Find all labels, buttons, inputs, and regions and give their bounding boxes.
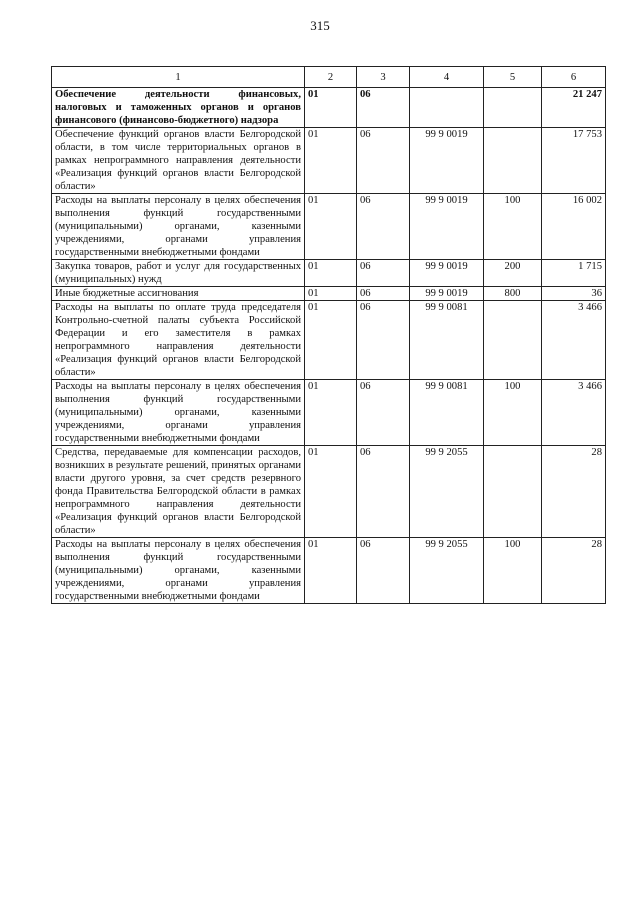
row-expense-type <box>484 88 542 128</box>
header-col-1: 1 <box>52 67 305 88</box>
row-subsection: 06 <box>357 301 410 380</box>
row-amount: 28 <box>542 538 606 604</box>
row-name: Иные бюджетные ассигнования <box>52 287 305 301</box>
budget-table <box>51 66 606 604</box>
row-section: 01 <box>305 128 357 194</box>
table-row <box>52 301 606 380</box>
header-col-5: 5 <box>484 67 542 88</box>
row-expense-type: 200 <box>484 260 542 287</box>
row-section: 01 <box>305 88 357 128</box>
row-name: Расходы на выплаты персоналу в целях обеспечения выполнения функций государственными (муниципальными) органами, казенными учреждениями, органами управления государственными внебюджетными фондами <box>52 380 305 446</box>
row-section: 01 <box>305 194 357 260</box>
row-target-article: 99 9 0019 <box>410 128 484 194</box>
row-subsection: 06 <box>357 260 410 287</box>
row-target-article: 99 9 0019 <box>410 194 484 260</box>
row-amount: 28 <box>542 446 606 538</box>
row-amount: 17 753 <box>542 128 606 194</box>
table-row <box>52 194 606 260</box>
row-section: 01 <box>305 260 357 287</box>
table-header-row <box>52 67 606 88</box>
row-expense-type: 100 <box>484 538 542 604</box>
row-target-article: 99 9 0019 <box>410 260 484 287</box>
row-subsection: 06 <box>357 88 410 128</box>
table-row <box>52 538 606 604</box>
row-section: 01 <box>305 446 357 538</box>
row-amount: 21 247 <box>542 88 606 128</box>
row-expense-type: 100 <box>484 380 542 446</box>
row-target-article: 99 9 0019 <box>410 287 484 301</box>
row-name: Расходы на выплаты по оплате труда председателя Контрольно-счетной палаты субъекта Российской Федерации и его заместителя в рамках непрограммного направления деятельности «Реализация функций органов власти Белгородской области» <box>52 301 305 380</box>
row-expense-type: 800 <box>484 287 542 301</box>
row-name: Расходы на выплаты персоналу в целях обеспечения выполнения функций государственными (муниципальными) органами, казенными учреждениями, органами управления государственными внебюджетными фондами <box>52 194 305 260</box>
row-subsection: 06 <box>357 446 410 538</box>
row-amount: 36 <box>542 287 606 301</box>
row-target-article: 99 9 2055 <box>410 538 484 604</box>
row-name: Расходы на выплаты персоналу в целях обеспечения выполнения функций государственными (муниципальными) органами, казенными учреждениями, органами управления государственными внебюджетными фондами <box>52 538 305 604</box>
row-target-article <box>410 88 484 128</box>
row-expense-type <box>484 128 542 194</box>
table-row <box>52 260 606 287</box>
row-name: Закупка товаров, работ и услуг для государственных (муниципальных) нужд <box>52 260 305 287</box>
row-section: 01 <box>305 538 357 604</box>
header-col-3: 3 <box>357 67 410 88</box>
table-row <box>52 287 606 301</box>
row-subsection: 06 <box>357 287 410 301</box>
row-section: 01 <box>305 287 357 301</box>
row-subsection: 06 <box>357 128 410 194</box>
row-expense-type <box>484 301 542 380</box>
row-target-article: 99 9 0081 <box>410 380 484 446</box>
row-name: Обеспечение функций органов власти Белгородской области, в том числе территориальных органов в рамках непрограммного направления деятельности «Реализация функций органов власти Белгородской области» <box>52 128 305 194</box>
row-subsection: 06 <box>357 538 410 604</box>
row-name: Обеспечение деятельности финансовых, налоговых и таможенных органов и органов финансового (финансово-бюджетного) надзора <box>52 88 305 128</box>
row-expense-type <box>484 446 542 538</box>
row-name: Средства, передаваемые для компенсации расходов, возникших в результате решений, принятых органами власти другого уровня, за счет средств резервного фонда Правительства Белгородской области в рамках непрограммного направления деятельности «Реализация функций органов власти Белгородской области» <box>52 446 305 538</box>
table-row <box>52 88 606 128</box>
row-target-article: 99 9 0081 <box>410 301 484 380</box>
row-subsection: 06 <box>357 194 410 260</box>
table-row <box>52 380 606 446</box>
table-row <box>52 446 606 538</box>
table-row <box>52 128 606 194</box>
header-col-6: 6 <box>542 67 606 88</box>
page-number: 315 <box>310 18 330 33</box>
row-expense-type: 100 <box>484 194 542 260</box>
row-amount: 1 715 <box>542 260 606 287</box>
row-amount: 3 466 <box>542 301 606 380</box>
row-subsection: 06 <box>357 380 410 446</box>
header-col-2: 2 <box>305 67 357 88</box>
row-amount: 3 466 <box>542 380 606 446</box>
row-amount: 16 002 <box>542 194 606 260</box>
header-col-4: 4 <box>410 67 484 88</box>
row-target-article: 99 9 2055 <box>410 446 484 538</box>
row-section: 01 <box>305 301 357 380</box>
row-section: 01 <box>305 380 357 446</box>
